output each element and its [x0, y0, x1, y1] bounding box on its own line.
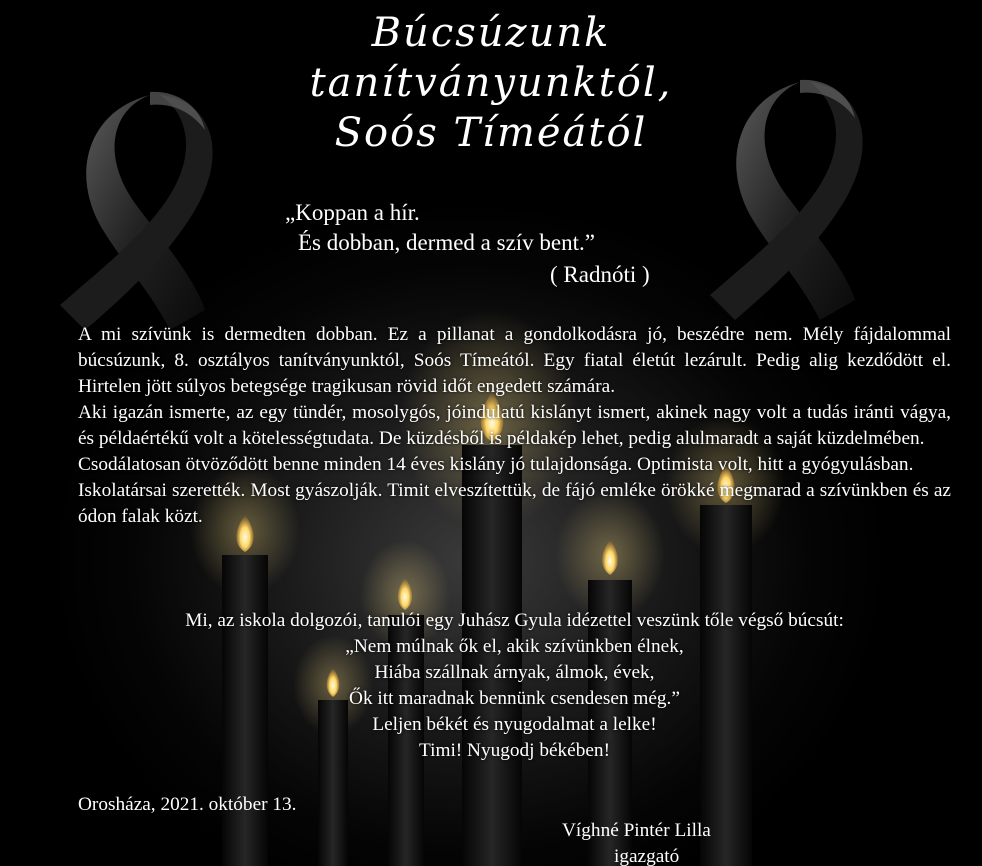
farewell-intro: Mi, az iskola dolgozói, tanulói egy Juhász Gyula idézettel veszünk tőle végső búcsút:: [185, 610, 844, 631]
poem-line: Hiába szállnak árnyak, álmok, évek,: [374, 662, 655, 683]
body-paragraph: Iskolatársai szerették. Most gyászolják. Timit elveszítettük, de fájó emléke örökké megmarad a szívünkben és az ódon falak közt.: [78, 480, 951, 527]
body-paragraph: Aki igazán ismerte, az egy tündér, mosolygós, jóindulatú kislányt ismert, akinek nagy volt a tudás iránti vágya, és példaértékű volt a kötelességtudata. De küzdésből is példakép lehet, pedig alulmaradt a saját küzdelmében.: [78, 402, 951, 449]
quote-author: ( Radnóti ): [550, 262, 650, 287]
farewell-section: [78, 608, 951, 764]
body-paragraph: Csodálatosan ötvöződött benne minden 14 éves kislány jó tulajdonsága. Optimista volt, hitt a gyógyulásban.: [78, 454, 914, 475]
title-line-1: Búcsúzunk: [371, 10, 611, 56]
signer-name: Víghné Pintér Lilla: [562, 820, 711, 841]
poem-line: „Nem múlnak ők el, akik szívünkben élnek,: [345, 636, 684, 657]
signer-title: igazgató: [614, 846, 680, 866]
quote-line-2: És dobban, dermed a szív bent.”: [298, 230, 595, 255]
body-paragraph: A mi szívünk is dermedten dobban. Ez a pillanat a gondolkodásra jó, beszédre nem. Mély fájdalommal búcsúzunk, 8. osztályos tanítványunktól, Soós Tímeától. Egy fiatal életút lezárult. Pedig alig kezdődött el. Hirtelen jött súlyos betegsége tragikusan rövid időt engedett számára.: [78, 324, 951, 397]
closing-line: Leljen békét és nyugodalmat a lelke!: [372, 714, 657, 735]
closing-line: Timi! Nyugodj békében!: [418, 740, 610, 761]
body-text: [78, 322, 951, 530]
poem-line: Ők itt maradnak bennünk csendesen még.”: [349, 688, 680, 709]
place-date: Orosháza, 2021. október 13.: [78, 794, 297, 815]
title-line-3: Soós Tíméától: [334, 110, 648, 156]
quote-line-1: „Koppan a hír.: [285, 200, 420, 225]
title-line-2: tanítványunktól,: [309, 60, 673, 106]
